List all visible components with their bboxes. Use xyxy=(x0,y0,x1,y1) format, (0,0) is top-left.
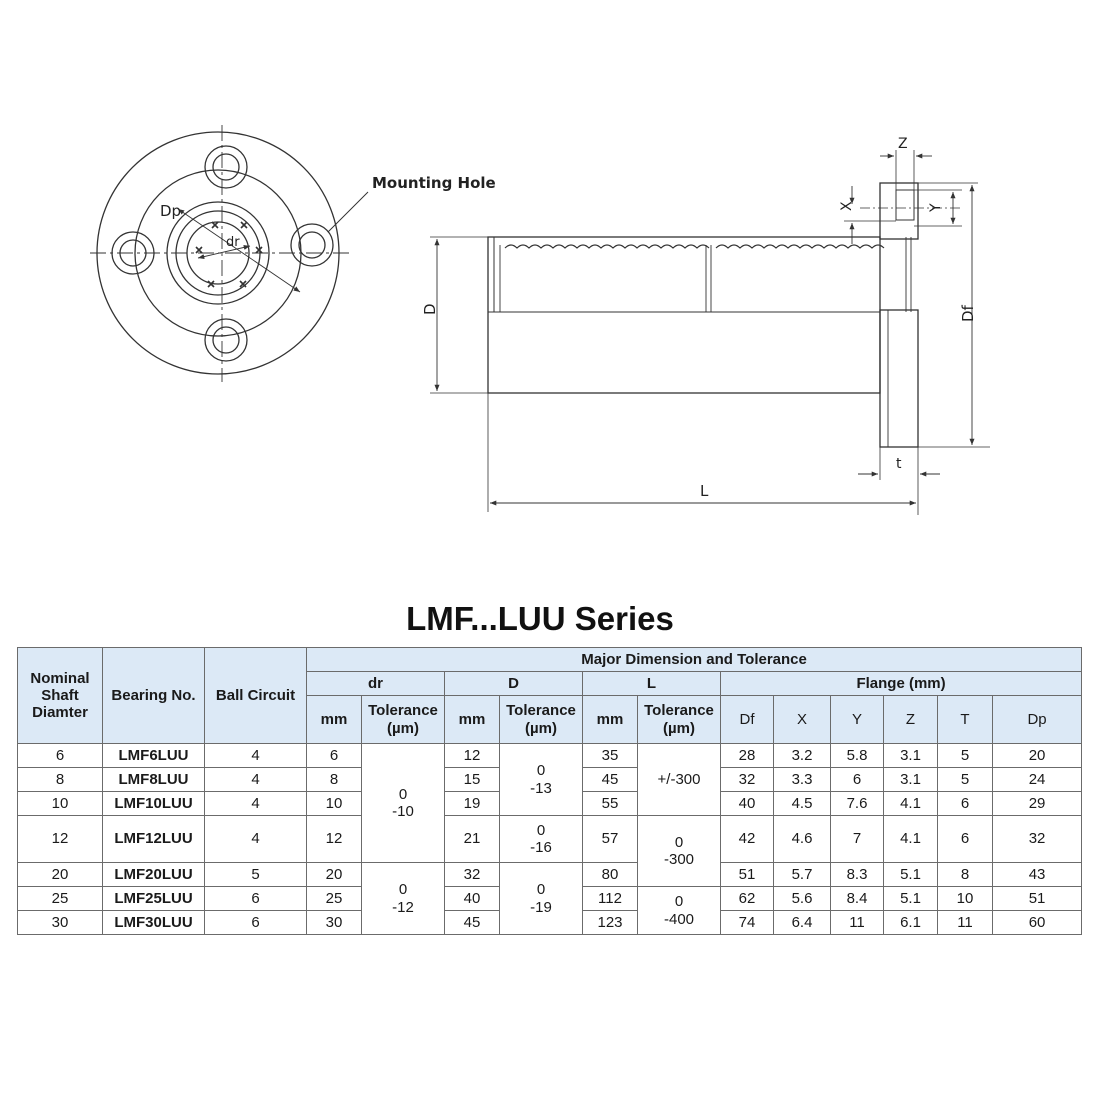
table-row xyxy=(18,744,1082,768)
header-l: L xyxy=(583,672,721,696)
mounting-hole-right-inner xyxy=(299,232,325,258)
cell-x: 6.4 xyxy=(774,911,831,935)
cell-x: 3.3 xyxy=(774,768,831,792)
cell-dr: 12 xyxy=(307,816,362,863)
dimension-table xyxy=(17,647,1082,935)
cell-d: 15 xyxy=(445,768,500,792)
cell-df: 42 xyxy=(721,816,774,863)
cell-dr: 20 xyxy=(307,863,362,887)
cell-dr: 8 xyxy=(307,768,362,792)
cell-dr: 10 xyxy=(307,792,362,816)
ball-row-left xyxy=(505,245,709,248)
cell-df: 51 xyxy=(721,863,774,887)
header-dr-mm: mm xyxy=(307,696,362,744)
cell-dr: 6 xyxy=(307,744,362,768)
cell-y: 7 xyxy=(831,816,884,863)
header-df: Df xyxy=(721,696,774,744)
z-label: Z xyxy=(898,136,908,152)
dp-label: Dp xyxy=(160,202,182,220)
cell-z: 4.1 xyxy=(884,792,938,816)
cell-shaft: 20 xyxy=(18,863,103,887)
cell-ball: 4 xyxy=(205,744,307,768)
series-title: LMF...LUU Series xyxy=(406,600,674,637)
cell-df: 32 xyxy=(721,768,774,792)
header-nominal-shaft: Nominal Shaft Diamter xyxy=(18,648,103,744)
dr-dimension-line xyxy=(198,246,250,258)
cell-dp: 24 xyxy=(993,768,1082,792)
cell-d-tolerance: 0 -19 xyxy=(500,863,583,935)
cell-l: 55 xyxy=(583,792,638,816)
cell-ball: 4 xyxy=(205,816,307,863)
header-t: T xyxy=(938,696,993,744)
cell-d: 40 xyxy=(445,887,500,911)
dr-label: dr xyxy=(226,235,240,250)
cell-t: 5 xyxy=(938,768,993,792)
header-l-mm: mm xyxy=(583,696,638,744)
cell-ball: 5 xyxy=(205,863,307,887)
side-view xyxy=(430,150,990,515)
mounting-hole-leader xyxy=(328,192,368,232)
cell-t: 8 xyxy=(938,863,993,887)
d-label: D xyxy=(421,303,439,315)
mounting-hole-top-inner xyxy=(213,154,239,180)
cell-x: 4.5 xyxy=(774,792,831,816)
mounting-hole-top xyxy=(205,146,247,188)
cell-df: 62 xyxy=(721,887,774,911)
cell-d: 45 xyxy=(445,911,500,935)
dp-dimension-line xyxy=(178,209,300,292)
mounting-hole-right xyxy=(291,224,333,266)
cell-l: 80 xyxy=(583,863,638,887)
cell-shaft: 12 xyxy=(18,816,103,863)
cell-z: 5.1 xyxy=(884,887,938,911)
cell-l-tolerance: 0 -300 xyxy=(638,816,721,887)
cell-d: 32 xyxy=(445,863,500,887)
cell-df: 28 xyxy=(721,744,774,768)
cell-dr-tolerance: 0 -12 xyxy=(362,863,445,935)
cell-dp: 60 xyxy=(993,911,1082,935)
header-l-tolerance: Tolerance (µm) xyxy=(638,696,721,744)
cell-shaft: 25 xyxy=(18,887,103,911)
header-bearing-no: Bearing No. xyxy=(103,648,205,744)
cell-bearing: LMF8LUU xyxy=(103,768,205,792)
cell-l: 123 xyxy=(583,911,638,935)
cell-shaft: 30 xyxy=(18,911,103,935)
cell-ball: 4 xyxy=(205,768,307,792)
cell-l: 35 xyxy=(583,744,638,768)
mounting-hole-bottom xyxy=(205,319,247,361)
cell-x: 5.6 xyxy=(774,887,831,911)
cell-ball: 6 xyxy=(205,911,307,935)
header-x: X xyxy=(774,696,831,744)
mounting-hole-callout: Mounting Hole xyxy=(372,174,496,192)
header-d-tolerance: Tolerance (µm) xyxy=(500,696,583,744)
cell-t: 6 xyxy=(938,792,993,816)
header-z: Z xyxy=(884,696,938,744)
header-flange: Flange (mm) xyxy=(721,672,1082,696)
y-label: Y xyxy=(928,203,944,212)
cell-ball: 4 xyxy=(205,792,307,816)
cell-y: 7.6 xyxy=(831,792,884,816)
cell-y: 8.4 xyxy=(831,887,884,911)
cell-l: 57 xyxy=(583,816,638,863)
cell-shaft: 10 xyxy=(18,792,103,816)
cell-shaft: 8 xyxy=(18,768,103,792)
counterbore xyxy=(896,190,914,220)
cell-x: 5.7 xyxy=(774,863,831,887)
header-d: D xyxy=(445,672,583,696)
cell-z: 4.1 xyxy=(884,816,938,863)
cell-bearing: LMF6LUU xyxy=(103,744,205,768)
cell-t: 10 xyxy=(938,887,993,911)
cell-bearing: LMF10LUU xyxy=(103,792,205,816)
cell-d: 19 xyxy=(445,792,500,816)
cell-bearing: LMF30LUU xyxy=(103,911,205,935)
cell-l-tolerance: 0 -400 xyxy=(638,887,721,935)
cell-dp: 29 xyxy=(993,792,1082,816)
cell-t: 5 xyxy=(938,744,993,768)
front-view xyxy=(90,125,368,382)
header-y: Y xyxy=(831,696,884,744)
cell-d: 21 xyxy=(445,816,500,863)
cell-shaft: 6 xyxy=(18,744,103,768)
ball-row-right xyxy=(716,245,884,248)
x-label: X xyxy=(839,201,855,211)
header-dp: Dp xyxy=(993,696,1082,744)
cell-dr-tolerance: 0 -10 xyxy=(362,744,445,863)
header-dr-tolerance: Tolerance (µm) xyxy=(362,696,445,744)
cell-z: 3.1 xyxy=(884,768,938,792)
cell-dr: 25 xyxy=(307,887,362,911)
cell-ball: 6 xyxy=(205,887,307,911)
cell-l: 45 xyxy=(583,768,638,792)
cell-bearing: LMF25LUU xyxy=(103,887,205,911)
cell-d-tolerance: 0 -13 xyxy=(500,744,583,816)
cell-l-tolerance: +/-300 xyxy=(638,744,721,816)
cell-y: 8.3 xyxy=(831,863,884,887)
cell-z: 6.1 xyxy=(884,911,938,935)
cell-y: 11 xyxy=(831,911,884,935)
cell-dp: 32 xyxy=(993,816,1082,863)
cell-dp: 20 xyxy=(993,744,1082,768)
table-header xyxy=(18,648,1082,744)
cell-z: 3.1 xyxy=(884,744,938,768)
table-row xyxy=(18,816,1082,863)
bearing-body xyxy=(488,237,880,393)
flange-section xyxy=(880,310,918,447)
mounting-hole-bottom-inner xyxy=(213,327,239,353)
cell-x: 3.2 xyxy=(774,744,831,768)
cell-t: 6 xyxy=(938,816,993,863)
table-row xyxy=(18,863,1082,887)
cell-l: 112 xyxy=(583,887,638,911)
cell-y: 6 xyxy=(831,768,884,792)
flange-top-section xyxy=(880,183,918,239)
cell-t: 11 xyxy=(938,911,993,935)
header-dr: dr xyxy=(307,672,445,696)
cell-df: 40 xyxy=(721,792,774,816)
cell-z: 5.1 xyxy=(884,863,938,887)
cell-x: 4.6 xyxy=(774,816,831,863)
cell-dr: 30 xyxy=(307,911,362,935)
header-major-dimension: Major Dimension and Tolerance xyxy=(307,648,1082,672)
header-ball-circuit: Ball Circuit xyxy=(205,648,307,744)
header-d-mm: mm xyxy=(445,696,500,744)
cell-y: 5.8 xyxy=(831,744,884,768)
cell-bearing: LMF12LUU xyxy=(103,816,205,863)
cell-dp: 43 xyxy=(993,863,1082,887)
t-label: t xyxy=(896,456,902,472)
cell-dp: 51 xyxy=(993,887,1082,911)
cell-d: 12 xyxy=(445,744,500,768)
l-label: L xyxy=(700,482,709,500)
cell-df: 74 xyxy=(721,911,774,935)
cell-bearing: LMF20LUU xyxy=(103,863,205,887)
df-label: Df xyxy=(959,305,977,322)
cell-d-tolerance: 0 -16 xyxy=(500,816,583,863)
